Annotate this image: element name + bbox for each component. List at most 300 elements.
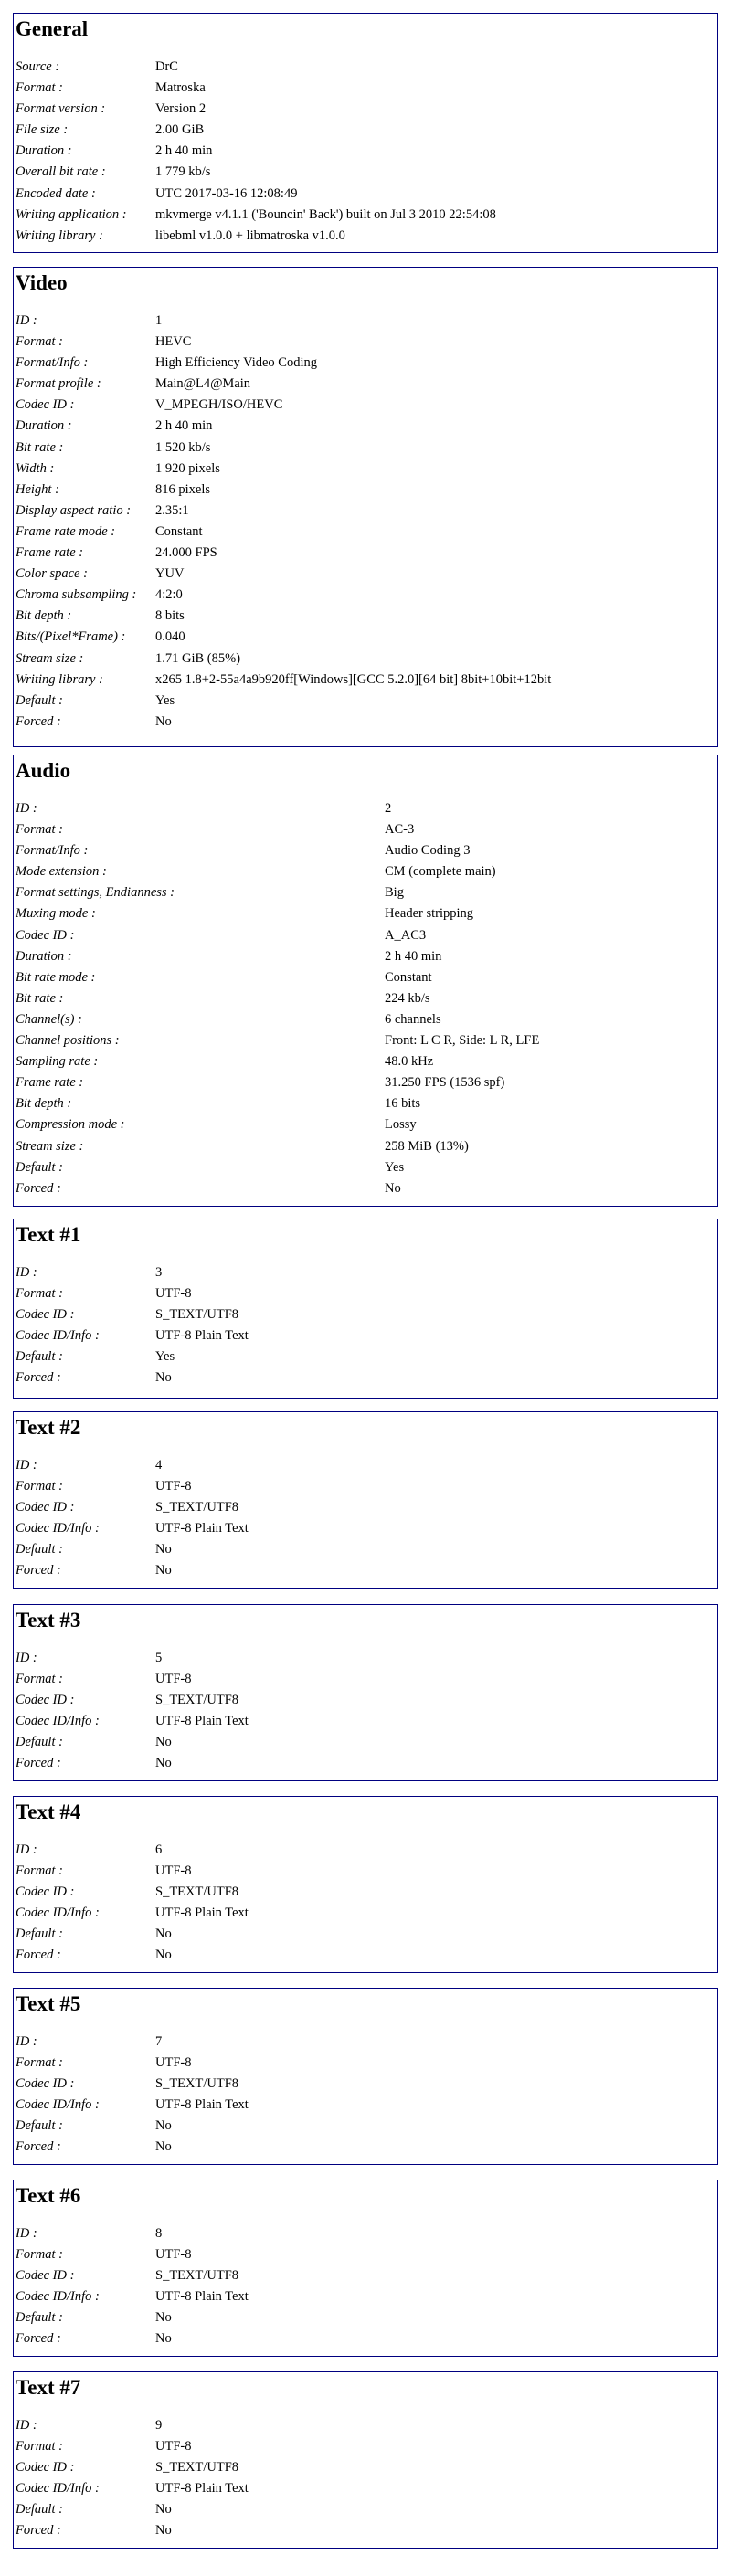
property-label: Codec ID : bbox=[16, 1884, 75, 1900]
property-value: UTF-8 bbox=[155, 1286, 192, 1302]
property-row bbox=[16, 459, 714, 480]
property-value: No bbox=[155, 2523, 172, 2539]
property-value: Constant bbox=[155, 523, 203, 539]
property-row bbox=[16, 1072, 714, 1093]
property-value: Header stripping bbox=[385, 906, 474, 922]
property-value: Matroska bbox=[155, 80, 206, 96]
property-row bbox=[16, 438, 714, 459]
property-value: 816 pixels bbox=[155, 481, 211, 497]
section-title: General bbox=[16, 17, 89, 40]
property-label: ID : bbox=[16, 2034, 37, 2049]
property-value: 8 bits bbox=[155, 608, 185, 624]
property-row bbox=[16, 1711, 714, 1732]
property-label: Duration : bbox=[16, 143, 72, 159]
property-list bbox=[16, 1840, 714, 1967]
property-row bbox=[16, 226, 714, 247]
property-row bbox=[16, 1455, 714, 1476]
property-row bbox=[16, 2223, 714, 2244]
property-label: Default : bbox=[16, 1735, 63, 1750]
property-label: Overall bit rate : bbox=[16, 164, 106, 180]
property-label: Codec ID/Info : bbox=[16, 1906, 100, 1921]
section-title: Text #4 bbox=[16, 1800, 81, 1823]
property-label: ID : bbox=[16, 1458, 37, 1473]
property-label: Default : bbox=[16, 1927, 63, 1942]
property-value: S_TEXT/UTF8 bbox=[155, 1307, 239, 1323]
property-label: Frame rate : bbox=[16, 1075, 84, 1091]
property-value: 1 920 pixels bbox=[155, 460, 220, 476]
property-row bbox=[16, 1114, 714, 1135]
property-value: A_AC3 bbox=[385, 927, 427, 943]
property-row bbox=[16, 670, 714, 691]
property-list bbox=[16, 1648, 714, 1775]
section-title: Text #7 bbox=[16, 2376, 81, 2399]
property-label: Format/Info : bbox=[16, 843, 89, 859]
property-value: 6 channels bbox=[385, 1011, 441, 1027]
property-label: Format : bbox=[16, 2055, 63, 2071]
property-row bbox=[16, 141, 714, 162]
property-label: Stream size : bbox=[16, 1138, 84, 1154]
property-label: Compression mode : bbox=[16, 1117, 125, 1133]
property-label: Frame rate : bbox=[16, 545, 84, 561]
property-label: Default : bbox=[16, 2118, 63, 2134]
property-row bbox=[16, 184, 714, 205]
property-value: UTF-8 Plain Text bbox=[155, 1328, 249, 1344]
property-label: ID : bbox=[16, 313, 37, 328]
property-value: No bbox=[155, 2310, 172, 2326]
property-list bbox=[16, 1262, 714, 1389]
property-value: 258 MiB (13%) bbox=[385, 1138, 469, 1154]
property-row bbox=[16, 1346, 714, 1367]
property-row bbox=[16, 395, 714, 416]
property-list bbox=[16, 57, 714, 247]
property-label: Bit depth : bbox=[16, 608, 72, 624]
property-label: ID : bbox=[16, 1842, 37, 1857]
property-value: S_TEXT/UTF8 bbox=[155, 2460, 239, 2476]
property-value: HEVC bbox=[155, 334, 192, 350]
property-label: Encoded date : bbox=[16, 185, 96, 201]
section-text-3 bbox=[13, 1604, 718, 1781]
property-label: Bit rate mode : bbox=[16, 969, 96, 985]
section-title: Text #1 bbox=[16, 1223, 81, 1246]
property-value: UTF-8 bbox=[155, 2439, 192, 2455]
section-text-4 bbox=[13, 1796, 718, 1973]
property-row bbox=[16, 2095, 714, 2116]
property-row bbox=[16, 1882, 714, 1903]
property-label: Forced : bbox=[16, 2523, 61, 2539]
property-label: Codec ID : bbox=[16, 2076, 75, 2092]
property-row bbox=[16, 903, 714, 924]
property-row bbox=[16, 819, 714, 840]
property-row bbox=[16, 1178, 714, 1199]
property-row bbox=[16, 1325, 714, 1346]
property-label: Format : bbox=[16, 1479, 63, 1494]
property-row bbox=[16, 2053, 714, 2074]
property-label: Codec ID : bbox=[16, 1693, 75, 1708]
property-value: 2.35:1 bbox=[155, 502, 189, 518]
property-label: Color space : bbox=[16, 566, 88, 582]
property-value: Constant bbox=[385, 969, 432, 985]
property-label: Source : bbox=[16, 59, 60, 74]
property-value: 1 bbox=[155, 313, 163, 328]
property-row bbox=[16, 1093, 714, 1114]
property-row bbox=[16, 606, 714, 627]
property-value: No bbox=[155, 1370, 172, 1386]
property-value: UTF-8 bbox=[155, 1479, 192, 1494]
property-value: UTF-8 Plain Text bbox=[155, 2289, 249, 2305]
property-label: Writing application : bbox=[16, 206, 127, 222]
property-row bbox=[16, 2074, 714, 2095]
property-row bbox=[16, 2520, 714, 2541]
property-value: No bbox=[155, 1563, 172, 1578]
property-value: 5 bbox=[155, 1651, 163, 1665]
property-row bbox=[16, 120, 714, 141]
property-value: 9 bbox=[155, 2418, 163, 2433]
property-label: Sampling rate : bbox=[16, 1054, 99, 1070]
property-row bbox=[16, 162, 714, 183]
property-value: Yes bbox=[385, 1159, 405, 1175]
property-value: No bbox=[155, 1542, 172, 1557]
property-label: Codec ID/Info : bbox=[16, 2097, 100, 2113]
property-row bbox=[16, 543, 714, 564]
property-row bbox=[16, 1304, 714, 1325]
property-row bbox=[16, 480, 714, 501]
property-value: No bbox=[155, 1927, 172, 1942]
property-row bbox=[16, 332, 714, 353]
property-row bbox=[16, 57, 714, 78]
property-row bbox=[16, 1690, 714, 1711]
property-value: YUV bbox=[155, 566, 185, 582]
property-row bbox=[16, 2457, 714, 2478]
property-label: Height : bbox=[16, 481, 59, 497]
property-label: Format : bbox=[16, 80, 63, 96]
property-row bbox=[16, 205, 714, 226]
property-label: Default : bbox=[16, 1349, 63, 1365]
property-label: ID : bbox=[16, 2226, 37, 2241]
property-row bbox=[16, 1476, 714, 1497]
property-row bbox=[16, 691, 714, 712]
property-value: 2 h 40 min bbox=[155, 143, 213, 159]
property-value: 2 h 40 min bbox=[155, 418, 213, 434]
property-label: Default : bbox=[16, 692, 63, 708]
property-label: ID : bbox=[16, 1265, 37, 1280]
property-row bbox=[16, 1753, 714, 1774]
property-row bbox=[16, 2116, 714, 2137]
property-value: 4 bbox=[155, 1458, 163, 1473]
property-label: Codec ID : bbox=[16, 2268, 75, 2284]
property-label: Channel positions : bbox=[16, 1033, 120, 1049]
property-row bbox=[16, 2265, 714, 2286]
property-row bbox=[16, 564, 714, 585]
property-label: Duration : bbox=[16, 948, 72, 964]
property-value: 2 bbox=[385, 801, 392, 816]
property-label: Mode extension : bbox=[16, 864, 107, 880]
property-label: Format/Info : bbox=[16, 355, 89, 371]
property-value: 1 520 kb/s bbox=[155, 439, 211, 455]
property-label: Bit rate : bbox=[16, 439, 64, 455]
property-row bbox=[16, 1648, 714, 1669]
property-value: 24.000 FPS bbox=[155, 545, 217, 561]
property-value: V_MPEGH/ISO/HEVC bbox=[155, 397, 283, 413]
property-label: Bits/(Pixel*Frame) : bbox=[16, 629, 126, 645]
property-row bbox=[16, 1945, 714, 1966]
property-label: Default : bbox=[16, 2502, 63, 2518]
property-row bbox=[16, 1283, 714, 1304]
property-value: UTF-8 Plain Text bbox=[155, 1906, 249, 1921]
property-label: Codec ID : bbox=[16, 1307, 75, 1323]
property-value: UTF-8 Plain Text bbox=[155, 2097, 249, 2113]
property-value: No bbox=[155, 2118, 172, 2134]
property-row bbox=[16, 311, 714, 332]
property-value: Big bbox=[385, 885, 404, 901]
property-value: UTF-8 Plain Text bbox=[155, 2481, 249, 2497]
property-list bbox=[16, 311, 714, 733]
property-row bbox=[16, 1051, 714, 1072]
property-row bbox=[16, 2436, 714, 2457]
property-row bbox=[16, 840, 714, 861]
property-label: Default : bbox=[16, 1542, 63, 1557]
property-row bbox=[16, 374, 714, 395]
property-value: S_TEXT/UTF8 bbox=[155, 2268, 239, 2284]
property-row bbox=[16, 1157, 714, 1178]
property-row bbox=[16, 2478, 714, 2499]
property-label: Format : bbox=[16, 334, 63, 350]
property-value: Main@L4@Main bbox=[155, 376, 251, 392]
property-row bbox=[16, 967, 714, 988]
property-label: Codec ID : bbox=[16, 2460, 75, 2476]
property-value: No bbox=[155, 2502, 172, 2518]
property-label: Frame rate mode : bbox=[16, 523, 116, 539]
property-row bbox=[16, 988, 714, 1009]
property-label: Codec ID/Info : bbox=[16, 1714, 100, 1729]
property-value: No bbox=[155, 2331, 172, 2347]
property-label: Format version : bbox=[16, 101, 106, 117]
property-row bbox=[16, 1924, 714, 1945]
section-text-5 bbox=[13, 1988, 718, 2165]
property-label: Forced : bbox=[16, 1180, 61, 1196]
section-title: Audio bbox=[16, 759, 71, 782]
property-label: Muxing mode : bbox=[16, 906, 96, 922]
section-text-6 bbox=[13, 2180, 718, 2357]
property-row bbox=[16, 1009, 714, 1030]
property-label: Default : bbox=[16, 1159, 63, 1175]
section-title: Text #2 bbox=[16, 1416, 81, 1439]
property-row bbox=[16, 2244, 714, 2265]
property-value: 31.250 FPS (1536 spf) bbox=[385, 1075, 505, 1091]
property-row bbox=[16, 1732, 714, 1753]
property-label: ID : bbox=[16, 2418, 37, 2433]
property-value: UTF-8 Plain Text bbox=[155, 1714, 249, 1729]
property-label: Format : bbox=[16, 1863, 63, 1879]
property-value: 0.040 bbox=[155, 629, 185, 645]
property-row bbox=[16, 99, 714, 120]
property-value: 2 h 40 min bbox=[385, 948, 442, 964]
property-value: 1 779 kb/s bbox=[155, 164, 211, 180]
property-row bbox=[16, 1560, 714, 1581]
property-label: Chroma subsampling : bbox=[16, 587, 137, 603]
property-label: Format : bbox=[16, 2439, 63, 2455]
section-video bbox=[13, 267, 718, 747]
property-row bbox=[16, 1861, 714, 1882]
property-label: Codec ID : bbox=[16, 1500, 75, 1515]
property-label: Codec ID : bbox=[16, 397, 75, 413]
property-value: 1.71 GiB (85%) bbox=[155, 650, 241, 666]
property-value: No bbox=[155, 1948, 172, 1963]
property-row bbox=[16, 1030, 714, 1051]
property-value: 6 bbox=[155, 1842, 163, 1857]
property-row bbox=[16, 1903, 714, 1924]
property-row bbox=[16, 2307, 714, 2328]
section-title: Text #5 bbox=[16, 1992, 81, 2015]
property-value: S_TEXT/UTF8 bbox=[155, 1693, 239, 1708]
property-list bbox=[16, 798, 714, 1199]
section-title: Text #3 bbox=[16, 1609, 81, 1631]
property-row bbox=[16, 946, 714, 967]
property-label: Display aspect ratio : bbox=[16, 502, 132, 518]
property-label: Format : bbox=[16, 2247, 63, 2263]
property-label: Forced : bbox=[16, 1563, 61, 1578]
property-row bbox=[16, 78, 714, 99]
property-value: Yes bbox=[155, 692, 175, 708]
property-row bbox=[16, 798, 714, 819]
property-row bbox=[16, 585, 714, 606]
property-value: 8 bbox=[155, 2226, 163, 2241]
property-label: Width : bbox=[16, 460, 55, 476]
property-value: 7 bbox=[155, 2034, 163, 2049]
section-text-7 bbox=[13, 2371, 718, 2549]
property-value: No bbox=[385, 1180, 401, 1196]
section-title: Text #6 bbox=[16, 2184, 81, 2207]
property-label: Forced : bbox=[16, 2139, 61, 2155]
property-row bbox=[16, 627, 714, 648]
property-label: Forced : bbox=[16, 1756, 61, 1771]
property-label: Codec ID/Info : bbox=[16, 1521, 100, 1536]
property-row bbox=[16, 2286, 714, 2307]
property-row bbox=[16, 1539, 714, 1560]
property-row bbox=[16, 1840, 714, 1861]
property-row bbox=[16, 1669, 714, 1690]
property-value: AC-3 bbox=[385, 822, 415, 838]
property-label: Bit rate : bbox=[16, 990, 64, 1006]
property-value: libebml v1.0.0 + libmatroska v1.0.0 bbox=[155, 227, 345, 243]
section-general bbox=[13, 13, 718, 253]
property-row bbox=[16, 2032, 714, 2053]
property-value: x265 1.8+2-55a4a9b920ff[Windows][GCC 5.2.0][64 bit] 8bit+10bit+12bit bbox=[155, 671, 552, 687]
property-row bbox=[16, 861, 714, 882]
property-value: UTC 2017-03-16 12:08:49 bbox=[155, 185, 298, 201]
property-label: Forced : bbox=[16, 1948, 61, 1963]
property-row bbox=[16, 353, 714, 374]
property-value: S_TEXT/UTF8 bbox=[155, 1500, 239, 1515]
property-value: UTF-8 bbox=[155, 1863, 192, 1879]
property-row bbox=[16, 2499, 714, 2520]
property-label: Duration : bbox=[16, 418, 72, 434]
property-label: Bit depth : bbox=[16, 1096, 72, 1112]
property-value: mkvmerge v4.1.1 ('Bouncin' Back') built on Jul 3 2010 22:54:08 bbox=[155, 206, 496, 222]
section-audio bbox=[13, 755, 718, 1207]
property-row bbox=[16, 501, 714, 522]
property-label: Default : bbox=[16, 2310, 63, 2326]
property-label: Writing library : bbox=[16, 671, 103, 687]
property-value: 4:2:0 bbox=[155, 587, 183, 603]
property-label: Writing library : bbox=[16, 227, 103, 243]
property-row bbox=[16, 712, 714, 733]
property-value: DrC bbox=[155, 59, 178, 74]
property-value: No bbox=[155, 713, 172, 729]
property-row bbox=[16, 649, 714, 670]
property-row bbox=[16, 1367, 714, 1388]
property-value: Version 2 bbox=[155, 101, 207, 117]
property-value: 48.0 kHz bbox=[385, 1054, 434, 1070]
property-label: Format : bbox=[16, 1672, 63, 1687]
property-row bbox=[16, 522, 714, 543]
section-title: Video bbox=[16, 271, 68, 294]
property-value: No bbox=[155, 1735, 172, 1750]
property-value: S_TEXT/UTF8 bbox=[155, 1884, 239, 1900]
property-value: Audio Coding 3 bbox=[385, 843, 471, 859]
property-row bbox=[16, 2415, 714, 2436]
property-row bbox=[16, 925, 714, 946]
property-label: Channel(s) : bbox=[16, 1011, 82, 1027]
property-row bbox=[16, 1518, 714, 1539]
property-value: UTF-8 bbox=[155, 2247, 192, 2263]
property-value: 3 bbox=[155, 1265, 163, 1280]
property-value: 16 bits bbox=[385, 1096, 421, 1112]
property-row bbox=[16, 1497, 714, 1518]
property-value: UTF-8 Plain Text bbox=[155, 1521, 249, 1536]
property-label: Codec ID : bbox=[16, 927, 75, 943]
property-list bbox=[16, 2223, 714, 2350]
property-value: CM (complete main) bbox=[385, 864, 496, 880]
property-value: Yes bbox=[155, 1349, 175, 1365]
property-list bbox=[16, 1455, 714, 1582]
property-label: Forced : bbox=[16, 713, 61, 729]
property-value: S_TEXT/UTF8 bbox=[155, 2076, 239, 2092]
property-value: Lossy bbox=[385, 1117, 417, 1133]
property-label: Codec ID/Info : bbox=[16, 2481, 100, 2497]
property-value: No bbox=[155, 2139, 172, 2155]
property-row bbox=[16, 2328, 714, 2349]
property-label: File size : bbox=[16, 122, 69, 138]
section-text-2 bbox=[13, 1411, 718, 1589]
property-label: Forced : bbox=[16, 2331, 61, 2347]
property-row bbox=[16, 2137, 714, 2158]
property-list bbox=[16, 2032, 714, 2159]
property-value: High Efficiency Video Coding bbox=[155, 355, 317, 371]
property-value: No bbox=[155, 1756, 172, 1771]
section-text-1 bbox=[13, 1219, 718, 1399]
property-row bbox=[16, 416, 714, 437]
property-row bbox=[16, 882, 714, 903]
property-label: Stream size : bbox=[16, 650, 84, 666]
property-label: ID : bbox=[16, 801, 37, 816]
property-label: ID : bbox=[16, 1651, 37, 1665]
property-list bbox=[16, 2415, 714, 2542]
property-label: Codec ID/Info : bbox=[16, 1328, 100, 1344]
property-value: UTF-8 bbox=[155, 2055, 192, 2071]
property-label: Format profile : bbox=[16, 376, 101, 392]
property-label: Codec ID/Info : bbox=[16, 2289, 100, 2305]
property-row bbox=[16, 1136, 714, 1157]
property-label: Forced : bbox=[16, 1370, 61, 1386]
property-row bbox=[16, 1262, 714, 1283]
property-label: Format settings, Endianness : bbox=[16, 885, 175, 901]
property-label: Format : bbox=[16, 1286, 63, 1302]
property-value: 224 kb/s bbox=[385, 990, 430, 1006]
property-value: 2.00 GiB bbox=[155, 122, 205, 138]
property-value: UTF-8 bbox=[155, 1672, 192, 1687]
property-label: Format : bbox=[16, 822, 63, 838]
property-value: Front: L C R, Side: L R, LFE bbox=[385, 1033, 540, 1049]
